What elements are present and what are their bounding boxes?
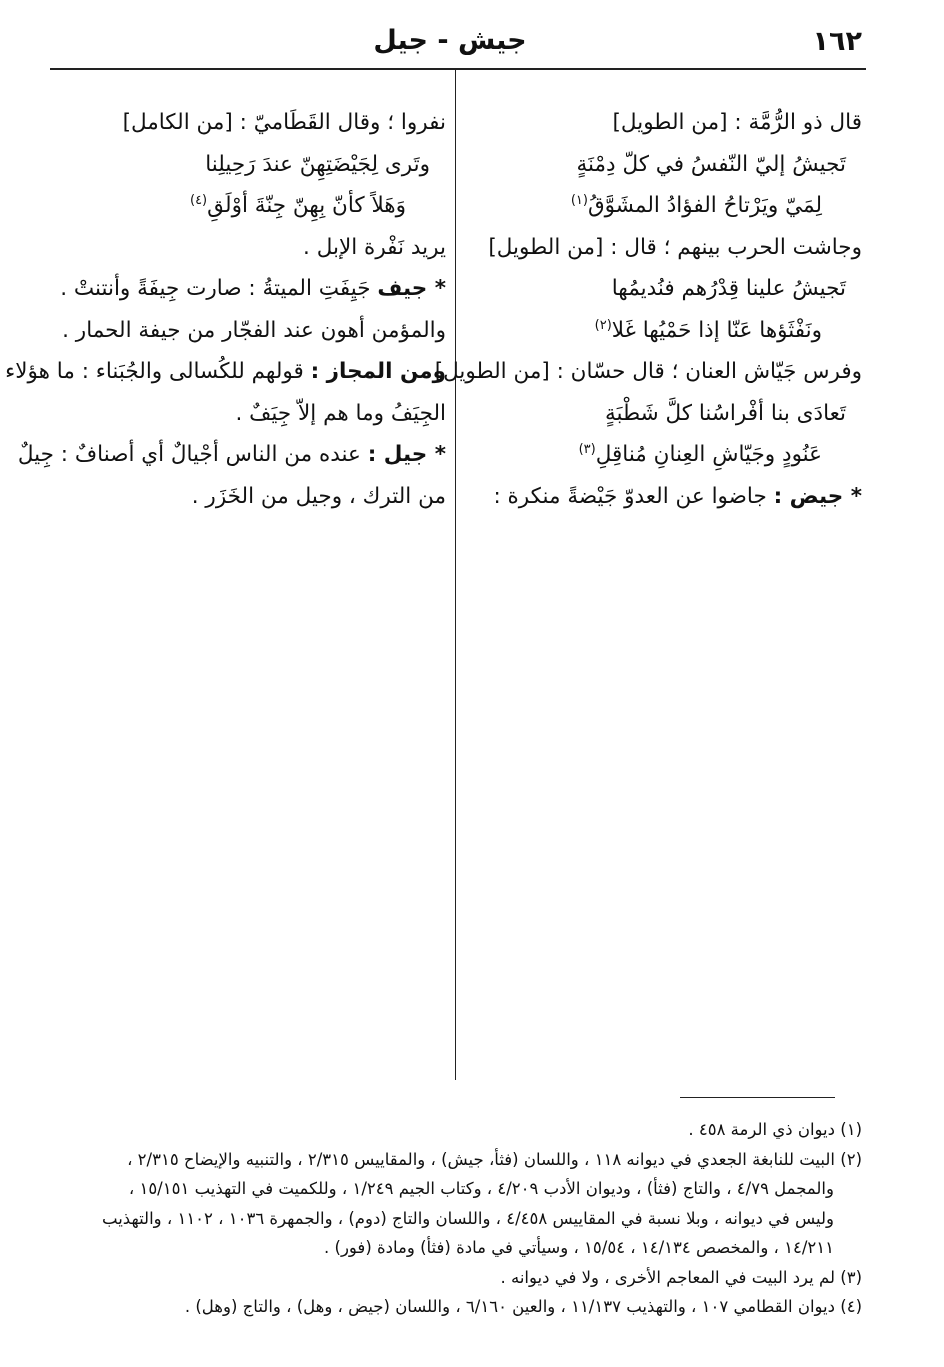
verse-line: تَجيشُ إليّ النّفسُ في كلّ دِمْنَةٍ (576, 151, 846, 177)
footnote-2-continued: ١٤/٢١١ ، والمخصص ١٤/١٣٤ ، ١٥/٥٤ ، وسيأتي في مادة (فثأ) ومادة (فور) . (324, 1238, 834, 1257)
verse-line: وتَرى لِجَيْضَتِهِنّ عندَ رَحِيلِنا (205, 151, 430, 177)
verse-line (482, 436, 862, 478)
text-line: الجِيَفُ وما هم إلاّ جِيَفٌ . (235, 400, 446, 426)
text-line: والمؤمن أهون عند الفجّار من جيفة الحمار . (62, 317, 446, 343)
page-header-title: جيش - جيل (373, 25, 527, 56)
entry-text: عنده من الناس أجْيالٌ أي أصنافٌ : جِيلٌ (17, 442, 368, 467)
entry-line (482, 478, 862, 520)
header-rule (50, 68, 866, 70)
footnote-2-continued: وليس في ديوانه ، وبلا نسبة في المقاييس ٤/٤٥٨ ، واللسان والتاج (دوم) ، والجمهرة ١٠٣٦ ، ١١٠٢ ، والتهذيب (102, 1208, 834, 1228)
text-line: من الترك ، وجيل من الخَزَر . (191, 483, 446, 509)
entry-headword: * جيف (377, 276, 446, 301)
footnote-3: (٣) لم يرد البيت في المعاجم الأخرى ، ولا في ديوانه . (500, 1267, 862, 1287)
footnote-rule (680, 1097, 835, 1098)
text-line: نفروا ؛ وقال القَطَاميّ : [من الكامل] (122, 110, 446, 135)
entry-line (5, 353, 446, 395)
right-column (434, 104, 862, 519)
entry-headword: * جيض : (773, 483, 862, 509)
page-number: ١٦٢ (812, 26, 862, 57)
entry-text: جاضوا عن العدوّ جَيْضةً منكرة : (493, 483, 774, 509)
footnotes (47, 1116, 862, 1323)
column-divider (455, 70, 456, 1080)
footnote-marker: (٢) (594, 317, 612, 333)
verse-text: عَنُودٍ وجَيّاشِ العِنانِ مُناقِلِ (595, 442, 822, 467)
verse-text: لِمَيّ ويَرْتاحُ الفؤادُ المشَوَّقُ (587, 193, 822, 218)
entry-headword: * جيل : (367, 442, 446, 467)
verse-line: تَعادَى بنا أفْراسُنا كلَّ شَطْبَةٍ (605, 400, 846, 426)
footnote-4: (٤) ديوان القطامي ١٠٧ ، والتهذيب ١١/١٣٧ ، والعين ٦/١٦٠ ، واللسان (جيض ، وهل) ، والتاج (وهل) . (184, 1297, 862, 1316)
text-line: وفرس جَيّاش العنان ؛ قال حسّان : [من الطويل] (434, 359, 862, 384)
section-label: ومن المجاز : (310, 359, 446, 384)
verse-text: وَهَلاً كأنّ بِهِنّ جِنّةَ أوْلَقِ (207, 193, 406, 218)
text-line: قال ذو الرُّمَّة : [من الطويل] (612, 110, 862, 135)
entry-line (17, 436, 446, 478)
verse-text: ونَفْثَؤها عَنّا إذا حَمْيُها غَلا (611, 317, 822, 343)
footnote-marker: (١) (570, 192, 588, 208)
verse-line (482, 312, 862, 354)
verse-line: تَجيشُ علينا قِدْرُهم فنُديمُها (611, 276, 846, 301)
verse-line (36, 187, 446, 229)
text-line: يريد نَفْرة الإبل . (303, 234, 446, 260)
left-column (5, 104, 446, 519)
entry-text: قولهم للكُسالى والجُبَناء : ما هؤلاء (5, 359, 311, 384)
footnote-1: (١) ديوان ذي الرمة ٤٥٨ . (688, 1120, 862, 1139)
entry-text: جَيِفَتِ الميتةُ : صارت جِيفَةً وأنتنتْ . (60, 276, 378, 301)
footnote-marker: (٣) (578, 441, 596, 457)
text-line: وجاشت الحرب بينهم ؛ قال : [من الطويل] (488, 234, 862, 260)
footnote-2: (٢) البيت للنابغة الجعدي في ديوانه ١١٨ ، واللسان (فثأ، جيش) ، والمقاييس ٢/٣١٥ ، والتنبيه والإيضاح ٢/٣١٥ ، (127, 1149, 862, 1169)
footnote-marker: (٤) (189, 192, 208, 208)
verse-line (482, 187, 862, 229)
footnote-2-continued: والمجمل ٤/٧٩ ، والتاج (فثأ) ، وديوان الأدب ٤/٢٠٩ ، وكتاب الجيم ١/٢٤٩ ، وللكميت في التهذيب ١٥/١٥١ ، (128, 1179, 834, 1198)
entry-line (36, 270, 446, 312)
